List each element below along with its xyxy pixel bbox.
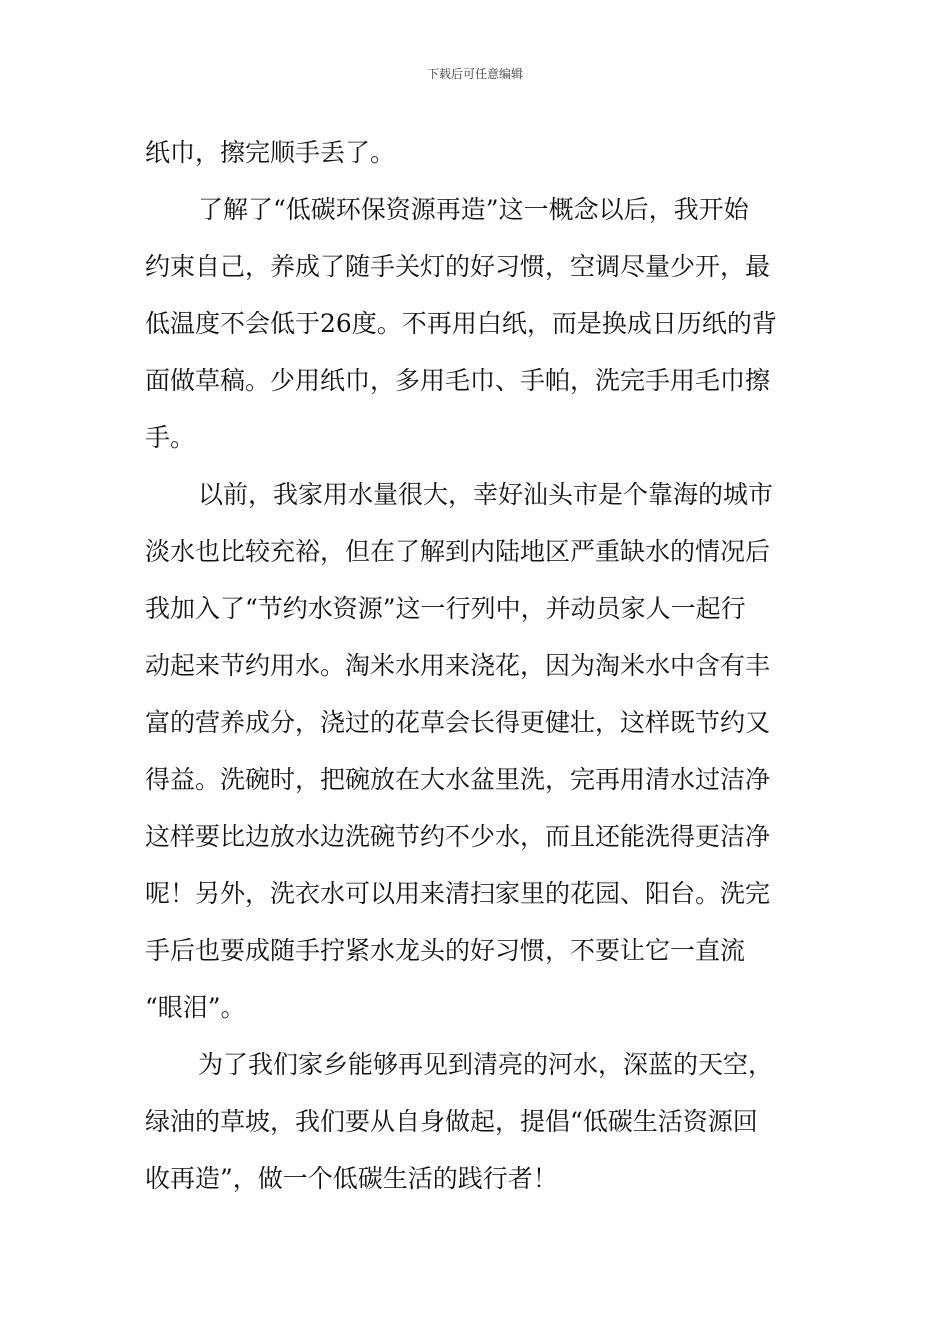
text-line: 以前，我家用水量很大，幸好汕头市是个靠海的城市: [198, 480, 774, 509]
text-line: 收再造”，做一个低碳生活的践行者！: [145, 1164, 558, 1193]
text-line: “眼泪”。: [145, 993, 246, 1022]
page-header: 下载后可任意编辑: [426, 67, 523, 81]
text-line: 低温度不会低于26度。不再用白纸，而是换成日历纸的背: [145, 309, 777, 338]
text-line: 了解了“低碳环保资源再造”这一概念以后，我开始: [198, 195, 749, 224]
text-line: 约束自己，养成了随手关灯的好习惯，空调尽量少开，最: [145, 252, 771, 281]
text-line: 纸巾，擦完顺手丢了。: [145, 138, 396, 167]
text-line: 手。: [145, 423, 196, 452]
text-line: 得益。洗碗时，把碗放在大水盆里洗，完再用清水过洁净: [145, 765, 771, 794]
text-line: 面做草稿。少用纸巾，多用毛巾、手帕，洗完手用毛巾擦: [145, 366, 771, 395]
text-line: 富的营养成分，浇过的花草会长得更健壮，这样既节约又: [145, 708, 771, 737]
text-line: 呢！另外，洗衣水可以用来清扫家里的花园、阳台。洗完: [145, 879, 771, 908]
text-line: 绿油的草坡，我们要从自身做起，提倡“低碳生活资源回: [145, 1107, 758, 1136]
text-line: 淡水也比较充裕，但在了解到内陆地区严重缺水的情况后: [145, 537, 771, 566]
text-line: 我加入了“节约水资源”这一行列中，并动员家人一起行: [145, 594, 746, 623]
text-line: 动起来节约用水。淘米水用来浇花，因为淘米水中含有丰: [145, 651, 771, 680]
text-line: 为了我们家乡能够再见到清亮的河水，深蓝的天空，: [198, 1050, 774, 1079]
text-line: 手后也要成随手拧紧水龙头的好习惯，不要让它一直流: [145, 936, 746, 965]
text-line: 这样要比边放水边洗碗节约不少水，而且还能洗得更洁净: [145, 822, 771, 851]
